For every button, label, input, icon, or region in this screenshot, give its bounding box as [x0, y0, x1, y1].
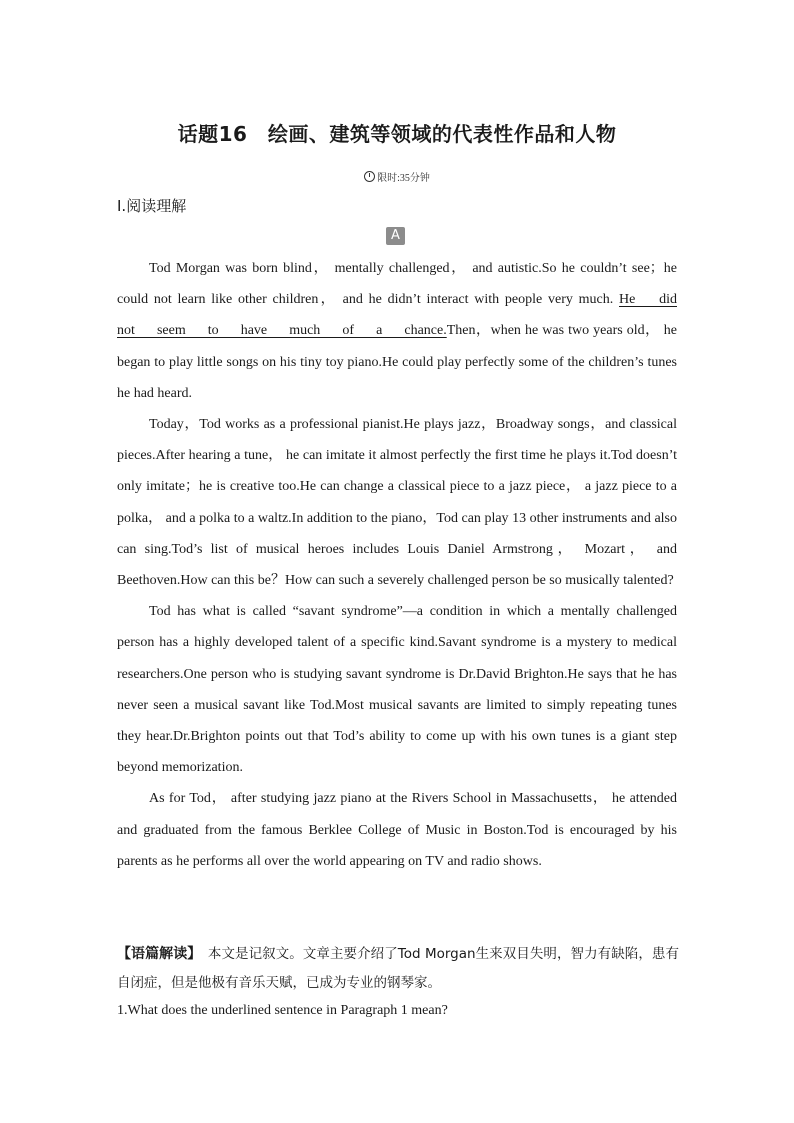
- paragraph-4: As for Tod， after studying jazz piano at the Rivers School in Massachusetts， he attended and graduated from the famous Berklee College of Music in Boston.Tod is encouraged by his parents as he performs all over the world appearing on TV and radio shows.: [117, 791, 677, 869]
- clock-icon: [364, 171, 375, 182]
- paragraph-1-end: Then，when he was two years old， he began to play little songs on his tiny toy piano.He could play perfectly some of the children’s tunes he had heard.: [117, 323, 678, 401]
- paragraph-1-start: Tod Morgan was born blind， mentally challenged， and autistic.So he couldn’t see；he could not learn like other children， and he didn’t interact with people very much.: [117, 261, 677, 308]
- passage-body: [117, 253, 677, 877]
- underlined-sentence: He did not seem to have much of a chance.: [117, 292, 677, 339]
- paragraph-2: Today，Tod works as a professional pianist.He plays jazz，Broadway songs，and classical pieces.After hearing a tune， he can imitate it almost perfectly the first time he plays it.Tod doesn’t only imitate；he is creative too.He can change a classical piece to a jazz piece， a jazz piece to a polka， and a polka to a waltz.In addition to the piano，Tod can play 13 other instruments and also can sing.Tod’s list of musical heroes includes Louis Daniel Armstrong， Mozart， and Beethoven.How can this be？How can such a severely challenged person be so musically talented?: [117, 417, 677, 589]
- section-heading: Ⅰ.阅读理解: [117, 197, 187, 215]
- question-1: 1.What does the underlined sentence in Paragraph 1 mean?: [117, 1003, 448, 1018]
- page-title: 话题16 绘画、建筑等领域的代表性作品和人物: [177, 122, 617, 146]
- discourse-analysis: [117, 940, 679, 998]
- time-limit-text: 限时:35分钟: [377, 173, 430, 184]
- analysis-text: 本文是记叙文。文章主要介绍了Tod Morgan生来双目失明，智力有缺陷，患有自闭症，但是他极有音乐天赋，已成为专业的钢琴家。: [117, 946, 679, 991]
- paragraph-1: [117, 253, 677, 409]
- paragraph-3: Tod has what is called “savant syndrome”—a condition in which a mentally challenged person has a highly developed talent of a specific kind.Savant syndrome is a mystery to medical researchers.One person who is studying savant syndrome is Dr.David Brighton.He says that he has never seen a musical savant like Tod.Most musical savants are limited to simply repeating tunes they hear.Dr.Brighton points out that Tod’s ability to come up with his own tunes is a giant step beyond memorization.: [117, 604, 677, 776]
- analysis-label: 【语篇解读】: [117, 946, 195, 962]
- passage-badge: A: [386, 227, 405, 245]
- time-limit: [0, 169, 794, 184]
